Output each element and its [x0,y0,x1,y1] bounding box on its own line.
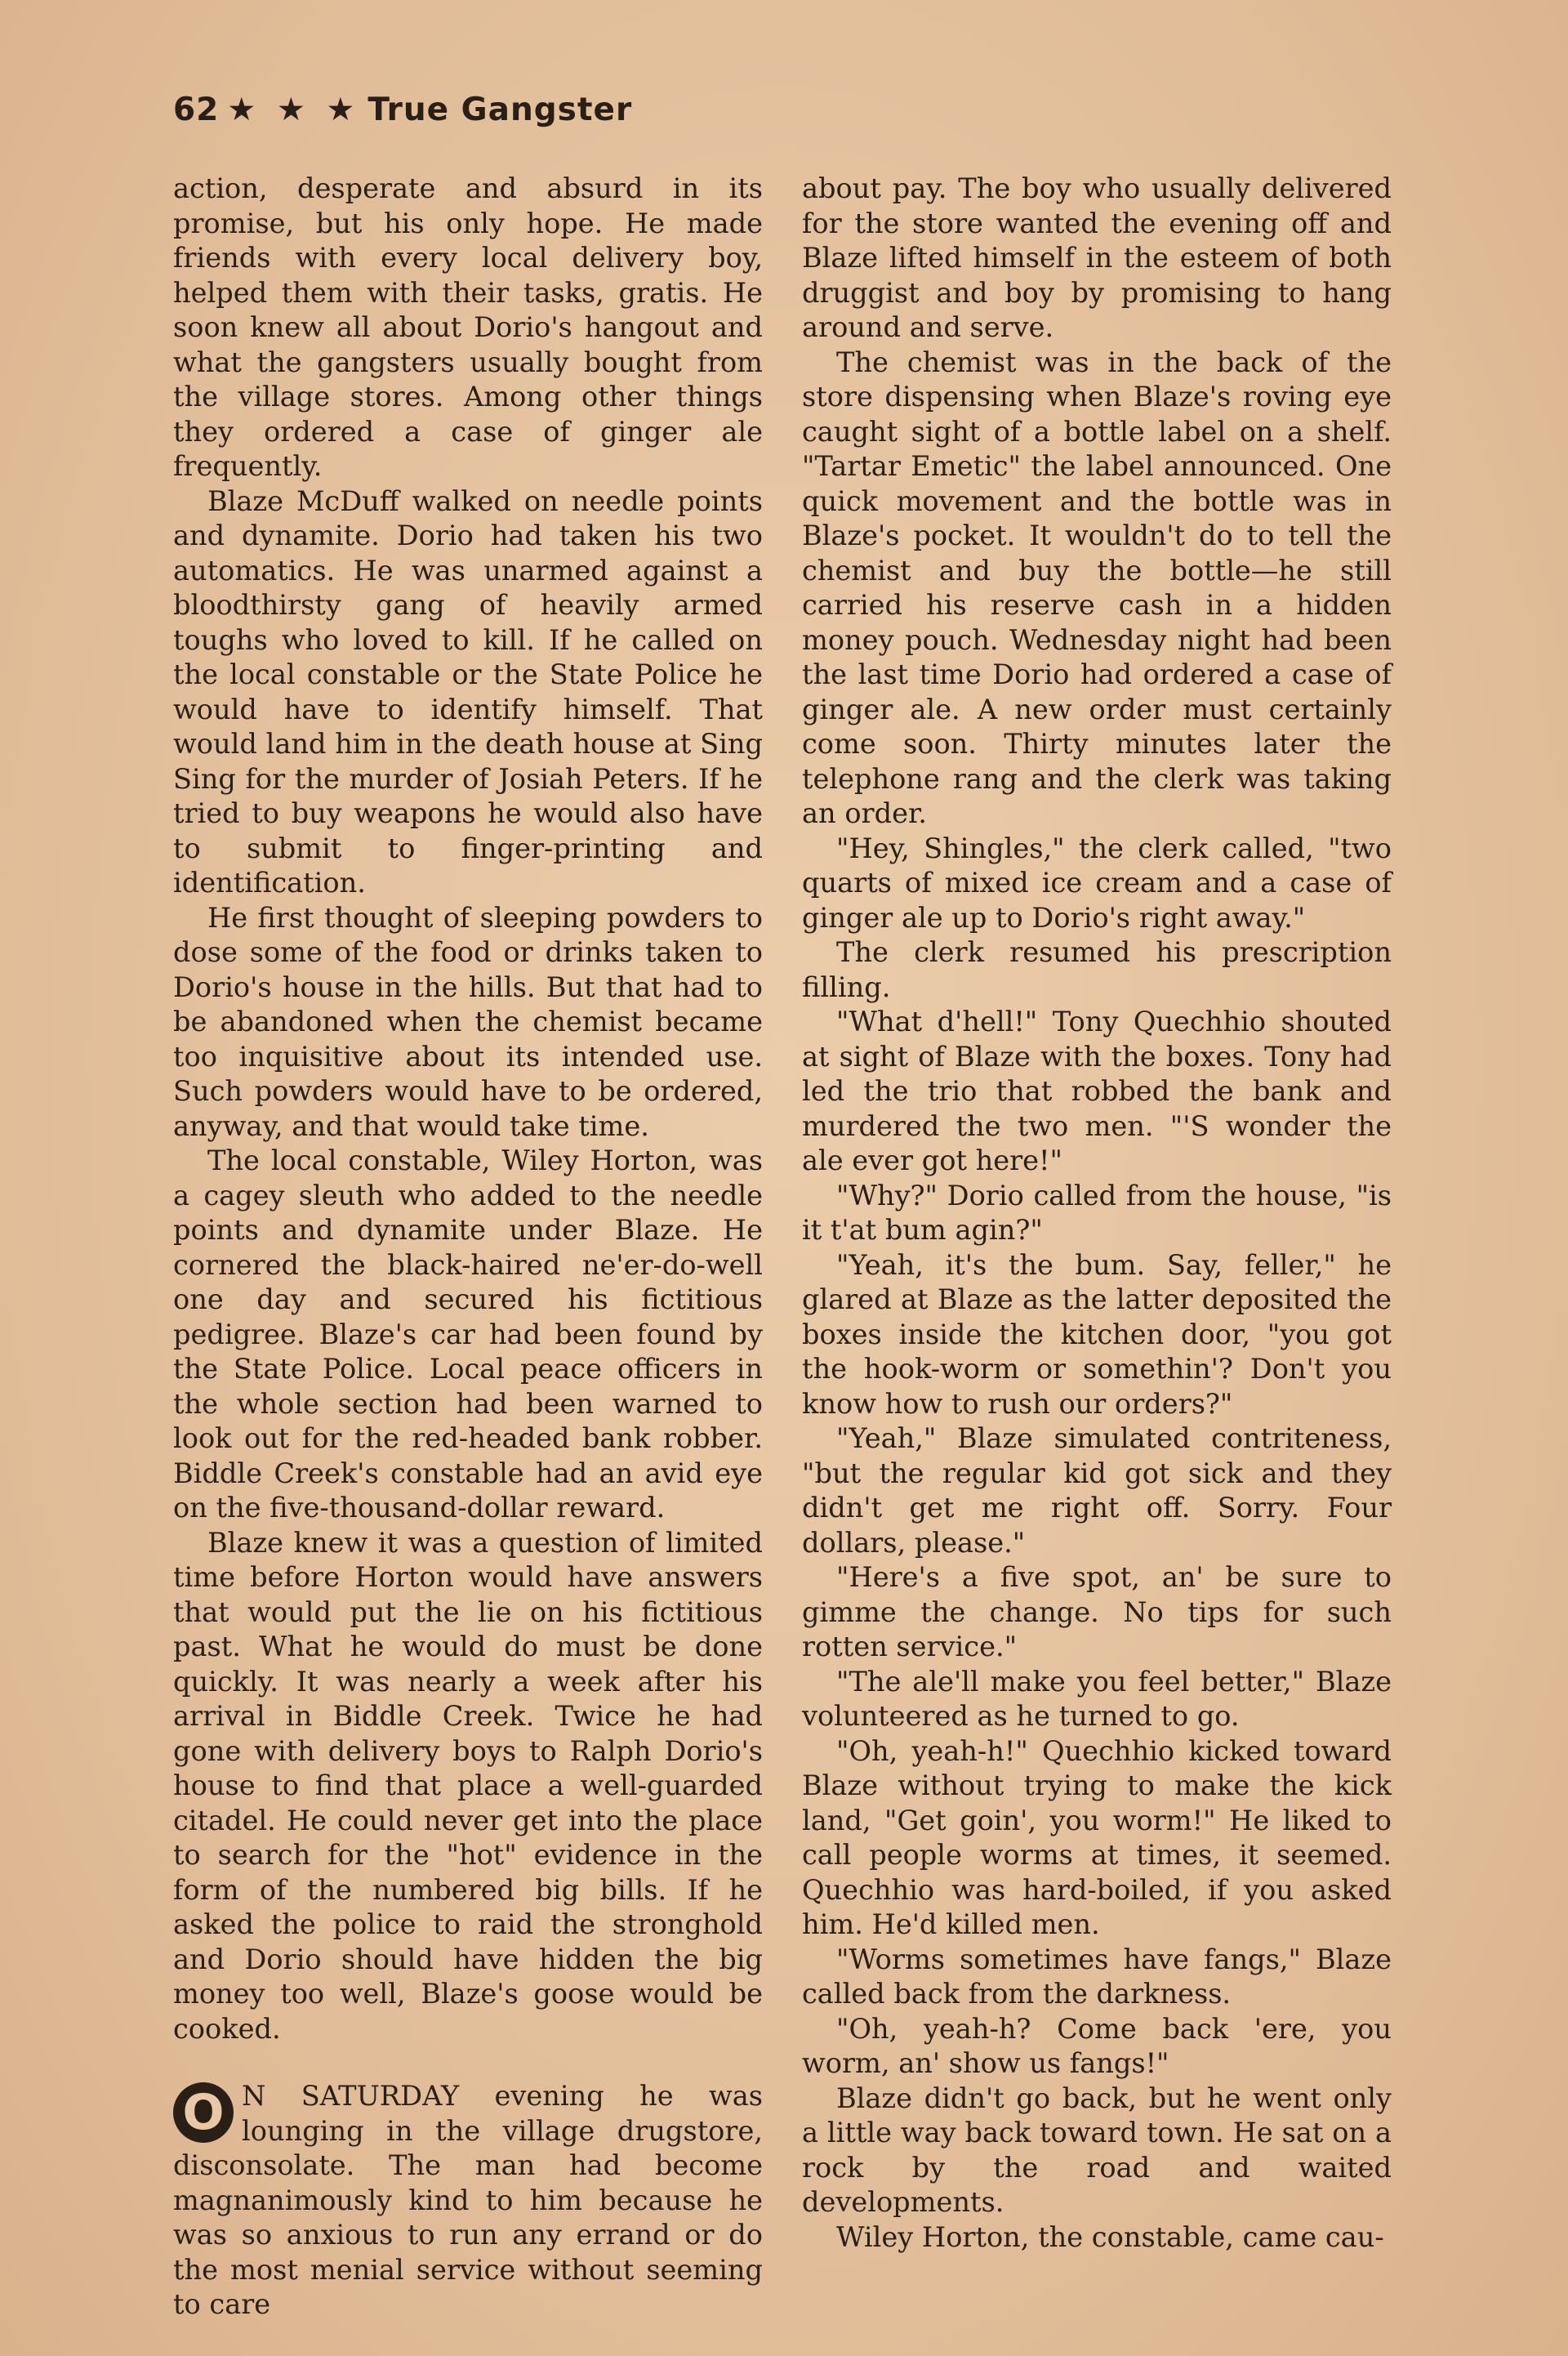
paragraph: "Yeah, it's the bum. Say, feller," he glared at Blaze as the latter deposited the boxes inside the kitchen door, "you got the hook-worm or somethin'? Don't you know how to rush our orders?" [802,1248,1392,1420]
paragraph: about pay. The boy who usually delivered for the store wanted the evening off and Blaze lifted himself in the esteem of both druggist and boy by promising to hang around and serve. [802,172,1392,343]
running-header [173,91,632,128]
paragraph: "Worms sometimes have fangs," Blaze called back from the darkness. [802,1943,1392,2010]
paragraph: The clerk resumed his prescription filling. [802,936,1392,1003]
paragraph: He first thought of sleeping powders to dose some of the food or drinks taken to Dorio's house in the hills. But that had to be abandoned when the chemist became too inquisitive about its intended use. Such powders would have to be ordered, anyway, and that would take time. [173,901,763,1142]
paragraph: action, desperate and absurd in its promise, but his only hope. He made friends with every local delivery boy, helped them with their tasks, gratis. He soon knew all about Dorio's hangout and what the gangsters usually bought from the village stores. Among other things they ordered a case of ginger ale frequently. [173,172,763,482]
page-number: 62 [173,91,220,128]
drop-cap: O [173,2082,234,2143]
paragraph: "The ale'll make you feel better," Blaze volunteered as he turned to go. [802,1665,1392,1732]
paragraph: "Oh, yeah-h!" Quechhio kicked toward Blaze without trying to make the kick land, "Get goin', you worm!" He liked to call people worms at times, it seemed. Quechhio was hard-boiled, if you asked him. He'd killed men. [802,1734,1392,1940]
paragraph: "Hey, Shingles," the clerk called, "two quarts of mixed ice cream and a case of ginger ale up to Dorio's right away." [802,832,1392,934]
paragraph: "Here's a five spot, an' be sure to gimme the change. No tips for such rotten service." [802,1561,1392,1662]
paragraph: The local constable, Wiley Horton, was a cagey sleuth who added to the needle points and dynamite under Blaze. He cornered the black-haired ne'er-do-well one day and secured his fictitious pedigree. Blaze's car had been found by the State Police. Local peace officers in the whole section had been warned to look out for the red-headed bank robber. Biddle Creek's constable had an avid eye on the five-thousand-dollar reward. [173,1145,763,1524]
paragraph: Blaze knew it was a question of limited time before Horton would have answers that would put the lie on his fictitious past. What he would do must be done quickly. It was nearly a week after his arrival in Biddle Creek. Twice he had gone with delivery boys to Ralph Dorio's house to find that place a well-guarded citadel. He could never get into the place to search for the "hot" evidence in the form of the numbered big bills. If he asked the police to raid the stronghold and Dorio should have hidden the big money too well, Blaze's goose would be cooked. [173,1526,763,2045]
paragraph: Wiley Horton, the constable, came cau- [836,2220,1384,2253]
paragraph: "Why?" Dorio called from the house, "is it t'at bum agin?" [802,1179,1392,1246]
paragraph: "What d'hell!" Tony Quechhio shouted at sight of Blaze with the boxes. Tony had led the trio that robbed the bank and murdered the two men. "'S wonder the ale ever got here!" [802,1006,1392,1176]
paragraph: Blaze didn't go back, but he went only a little way back toward town. He sat on a rock by the road and waited developments. [802,2082,1392,2218]
right-column [802,172,1392,2255]
paragraph: Blaze McDuff walked on needle points and dynamite. Dorio had taken his two automatics. He was unarmed against a bloodthirsty gang of heavily armed toughs who loved to kill. If he called on the local constable or the State Police he would have to identify himself. That would land him in the death house at Sing Sing for the murder of Josiah Peters. If he tried to buy weapons he would also have to submit to finger-printing and identification. [173,484,763,899]
paragraph: "Yeah," Blaze simulated contriteness, "but the regular kid got sick and they didn't get me right off. Sorry. Four dollars, please." [802,1422,1392,1559]
left-column [173,172,763,2323]
paragraph: "Oh, yeah-h? Come back 'ere, you worm, an' show us fangs!" [802,2012,1392,2079]
stars-ornament: ★ ★ ★ [227,91,360,128]
magazine-title: True Gangster [368,91,633,128]
section-opening-paragraph [173,2079,763,2323]
paragraph: The chemist was in the back of the store dispensing when Blaze's roving eye caught sight of a bottle label on a shelf. "Tartar Emetic" the label announced. One quick movement and the bottle was in Blaze's pocket. It wouldn't do to tell the chemist and buy the bottle—he still carried his reserve cash in a hidden money pouch. Wednesday night had been the last time Dorio had ordered a case of ginger ale. A new order must certainly come soon. Thirty minutes later the telephone rang and the clerk was taking an order. [802,346,1392,829]
paragraph-text: N SATURDAY evening he was lounging in the village drugstore, disconsolate. The man had become magnanimously kind to him because he was so anxious to run any errand or do the most menial service without seeming to care [173,2080,763,2320]
